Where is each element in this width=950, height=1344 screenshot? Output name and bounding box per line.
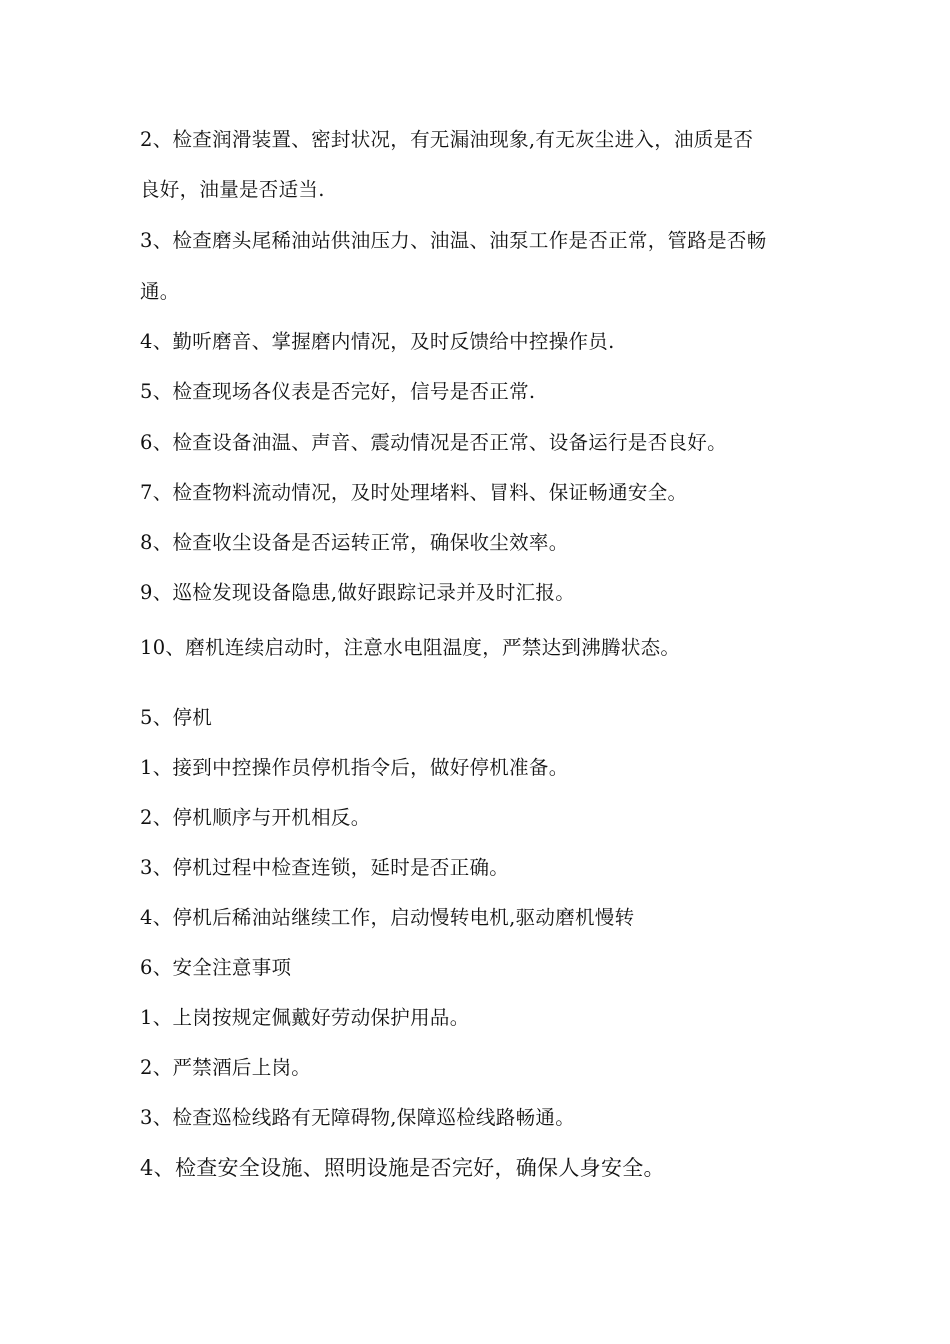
paragraph-line: 6、检查设备油温、声音、震动情况是否正常、设备运行是否良好。 [140,431,727,454]
paragraph-line: 9、巡检发现设备隐患,做好跟踪记录并及时汇报。 [140,581,576,604]
paragraph-line: 10、磨机连续启动时，注意水电阻温度，严禁达到沸腾状态。 [140,636,681,659]
paragraph-line: 通。 [140,280,180,303]
paragraph-line: 4、停机后稀油站继续工作，启动慢转电机,驱动磨机慢转 [140,906,635,929]
paragraph-line: 良好，油量是否适当. [140,178,325,201]
paragraph-line: 3、检查磨头尾稀油站供油压力、油温、油泵工作是否正常，管路是否畅 [140,229,767,252]
paragraph-line: 4、勤听磨音、掌握磨内情况，及时反馈给中控操作员. [140,330,615,353]
paragraph-line: 2、停机顺序与开机相反。 [140,806,371,829]
paragraph-line: 2、严禁酒后上岗。 [140,1056,312,1079]
section-heading: 5、停机 [140,706,213,729]
paragraph-line: 1、接到中控操作员停机指令后，做好停机准备。 [140,756,569,779]
section-heading: 6、安全注意事项 [140,956,292,979]
paragraph-line: 3、检查巡检线路有无障碍物,保障巡检线路畅通。 [140,1106,576,1129]
paragraph-line: 7、检查物料流动情况，及时处理堵料、冒料、保证畅通安全。 [140,481,688,504]
paragraph-line: 1、上岗按规定佩戴好劳动保护用品。 [140,1006,470,1029]
paragraph-line: 2、检查润滑装置、密封状况，有无漏油现象,有无灰尘进入，油质是否 [140,128,754,151]
paragraph-line: 4、检查安全设施、照明设施是否完好，确保人身安全。 [140,1156,665,1180]
paragraph-line: 3、停机过程中检查连锁，延时是否正确。 [140,856,510,879]
paragraph-line: 5、检查现场各仪表是否完好，信号是否正常. [140,380,536,403]
paragraph-line: 8、检查收尘设备是否运转正常，确保收尘效率。 [140,531,569,554]
